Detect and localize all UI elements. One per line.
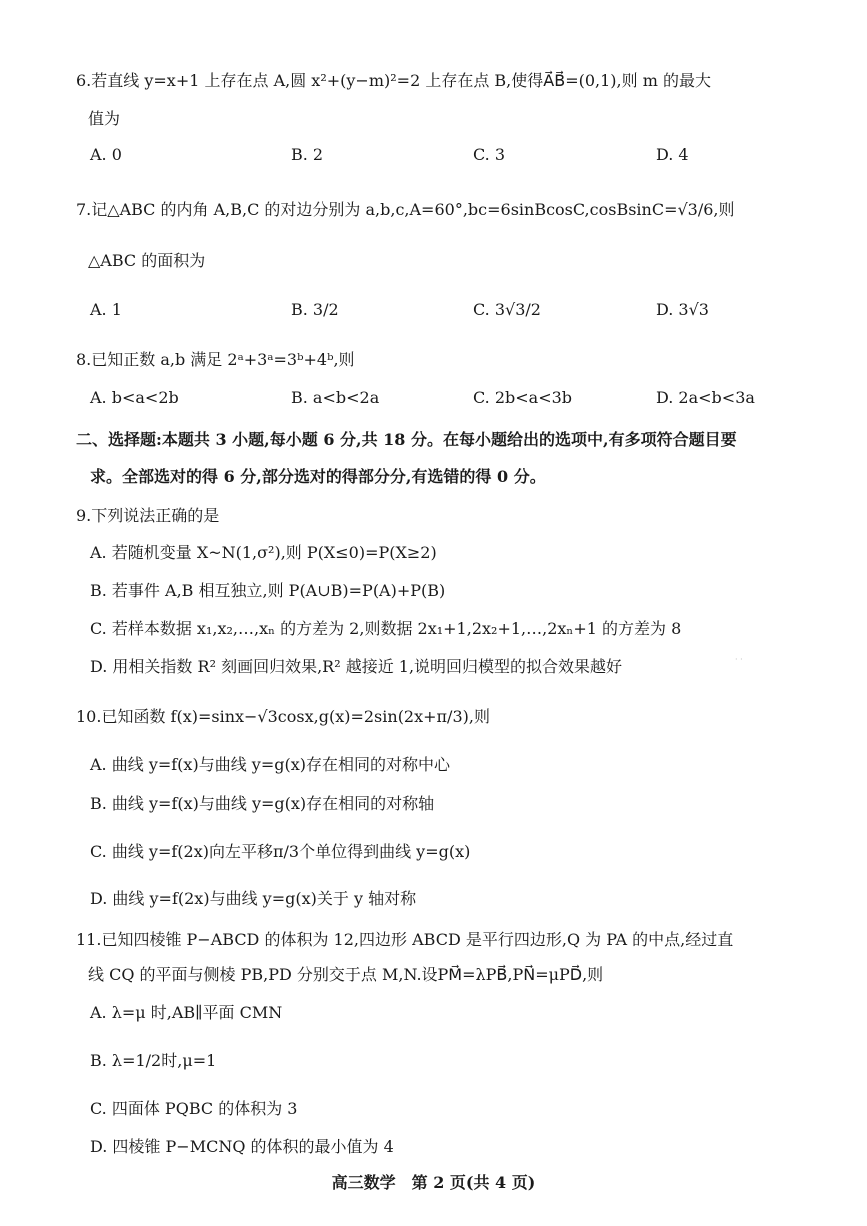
q11-option-d: D. 四棱锥 P−MCNQ 的体积的最小值为 4 [90, 1137, 394, 1156]
scan-speck: · · [735, 655, 743, 664]
q9-option-d: D. 用相关指数 R² 刻画回归效果,R² 越接近 1,说明回归模型的拟合效果越好 [90, 657, 623, 676]
q11-stem-line1: 11.已知四棱锥 P−ABCD 的体积为 12,四边形 ABCD 是平行四边形,Q 为 PA 的中点,经过直 [76, 930, 734, 949]
q8-option-a: A. b<a<2b [90, 388, 179, 407]
q6-stem-line2: 值为 [88, 109, 121, 128]
page-footer: 高三数学 第 2 页(共 4 页) [331, 1173, 536, 1192]
q7-option-d: D. 3√3 [656, 300, 709, 319]
q10-option-c: C. 曲线 y=f(2x)向左平移π/3个单位得到曲线 y=g(x) [90, 842, 471, 861]
q7-option-b: B. 3/2 [291, 300, 339, 319]
q6-option-c: C. 3 [473, 145, 506, 164]
q7-option-a: A. 1 [90, 300, 122, 319]
q10-option-d: D. 曲线 y=f(2x)与曲线 y=g(x)关于 y 轴对称 [90, 889, 417, 908]
q10-stem: 10.已知函数 f(x)=sinx−√3cosx,g(x)=2sin(2x+π/3),则 [76, 707, 490, 726]
q6-stem-line1: 6.若直线 y=x+1 上存在点 A,圆 x²+(y−m)²=2 上存在点 B,使得A⃗B⃗=(0,1),则 m 的最大 [76, 71, 711, 90]
q6-option-b: B. 2 [291, 145, 324, 164]
q7-stem-line1: 7.记△ABC 的内角 A,B,C 的对边分别为 a,b,c,A=60°,bc=6sinBcosC,cosBsinC=√3/6,则 [76, 200, 735, 219]
q11-option-c: C. 四面体 PQBC 的体积为 3 [90, 1099, 298, 1118]
section2-heading-line2: 求。全部选对的得 6 分,部分选对的得部分分,有选错的得 0 分。 [90, 467, 546, 486]
q8-option-c: C. 2b<a<3b [473, 388, 573, 407]
q11-option-a: A. λ=μ 时,AB∥平面 CMN [90, 1003, 283, 1022]
q10-option-b: B. 曲线 y=f(x)与曲线 y=g(x)存在相同的对称轴 [90, 794, 435, 813]
q8-option-d: D. 2a<b<3a [656, 388, 755, 407]
section2-heading-line1: 二、选择题:本题共 3 小题,每小题 6 分,共 18 分。在每小题给出的选项中,有多项符合题目要 [76, 430, 737, 449]
q9-stem: 9.下列说法正确的是 [76, 506, 220, 525]
q11-option-b: B. λ=1/2时,μ=1 [90, 1051, 217, 1070]
q7-stem-line2: △ABC 的面积为 [88, 251, 206, 270]
q7-option-c: C. 3√3/2 [473, 300, 541, 319]
q8-stem: 8.已知正数 a,b 满足 2ᵃ+3ᵃ=3ᵇ+4ᵇ,则 [76, 350, 355, 369]
q9-option-c: C. 若样本数据 x₁,x₂,…,xₙ 的方差为 2,则数据 2x₁+1,2x₂+1,…,2xₙ+1 的方差为 8 [90, 619, 682, 638]
q9-option-b: B. 若事件 A,B 相互独立,则 P(A∪B)=P(A)+P(B) [90, 581, 446, 600]
q6-option-d: D. 4 [656, 145, 689, 164]
q10-option-a: A. 曲线 y=f(x)与曲线 y=g(x)存在相同的对称中心 [90, 755, 450, 774]
q8-option-b: B. a<b<2a [291, 388, 380, 407]
q9-option-a: A. 若随机变量 X~N(1,σ²),则 P(X≤0)=P(X≥2) [90, 543, 437, 562]
q11-stem-line2: 线 CQ 的平面与侧棱 PB,PD 分别交于点 M,N.设PM⃗=λPB⃗,PN⃗=μPD⃗,则 [88, 965, 604, 984]
q6-option-a: A. 0 [90, 145, 122, 164]
